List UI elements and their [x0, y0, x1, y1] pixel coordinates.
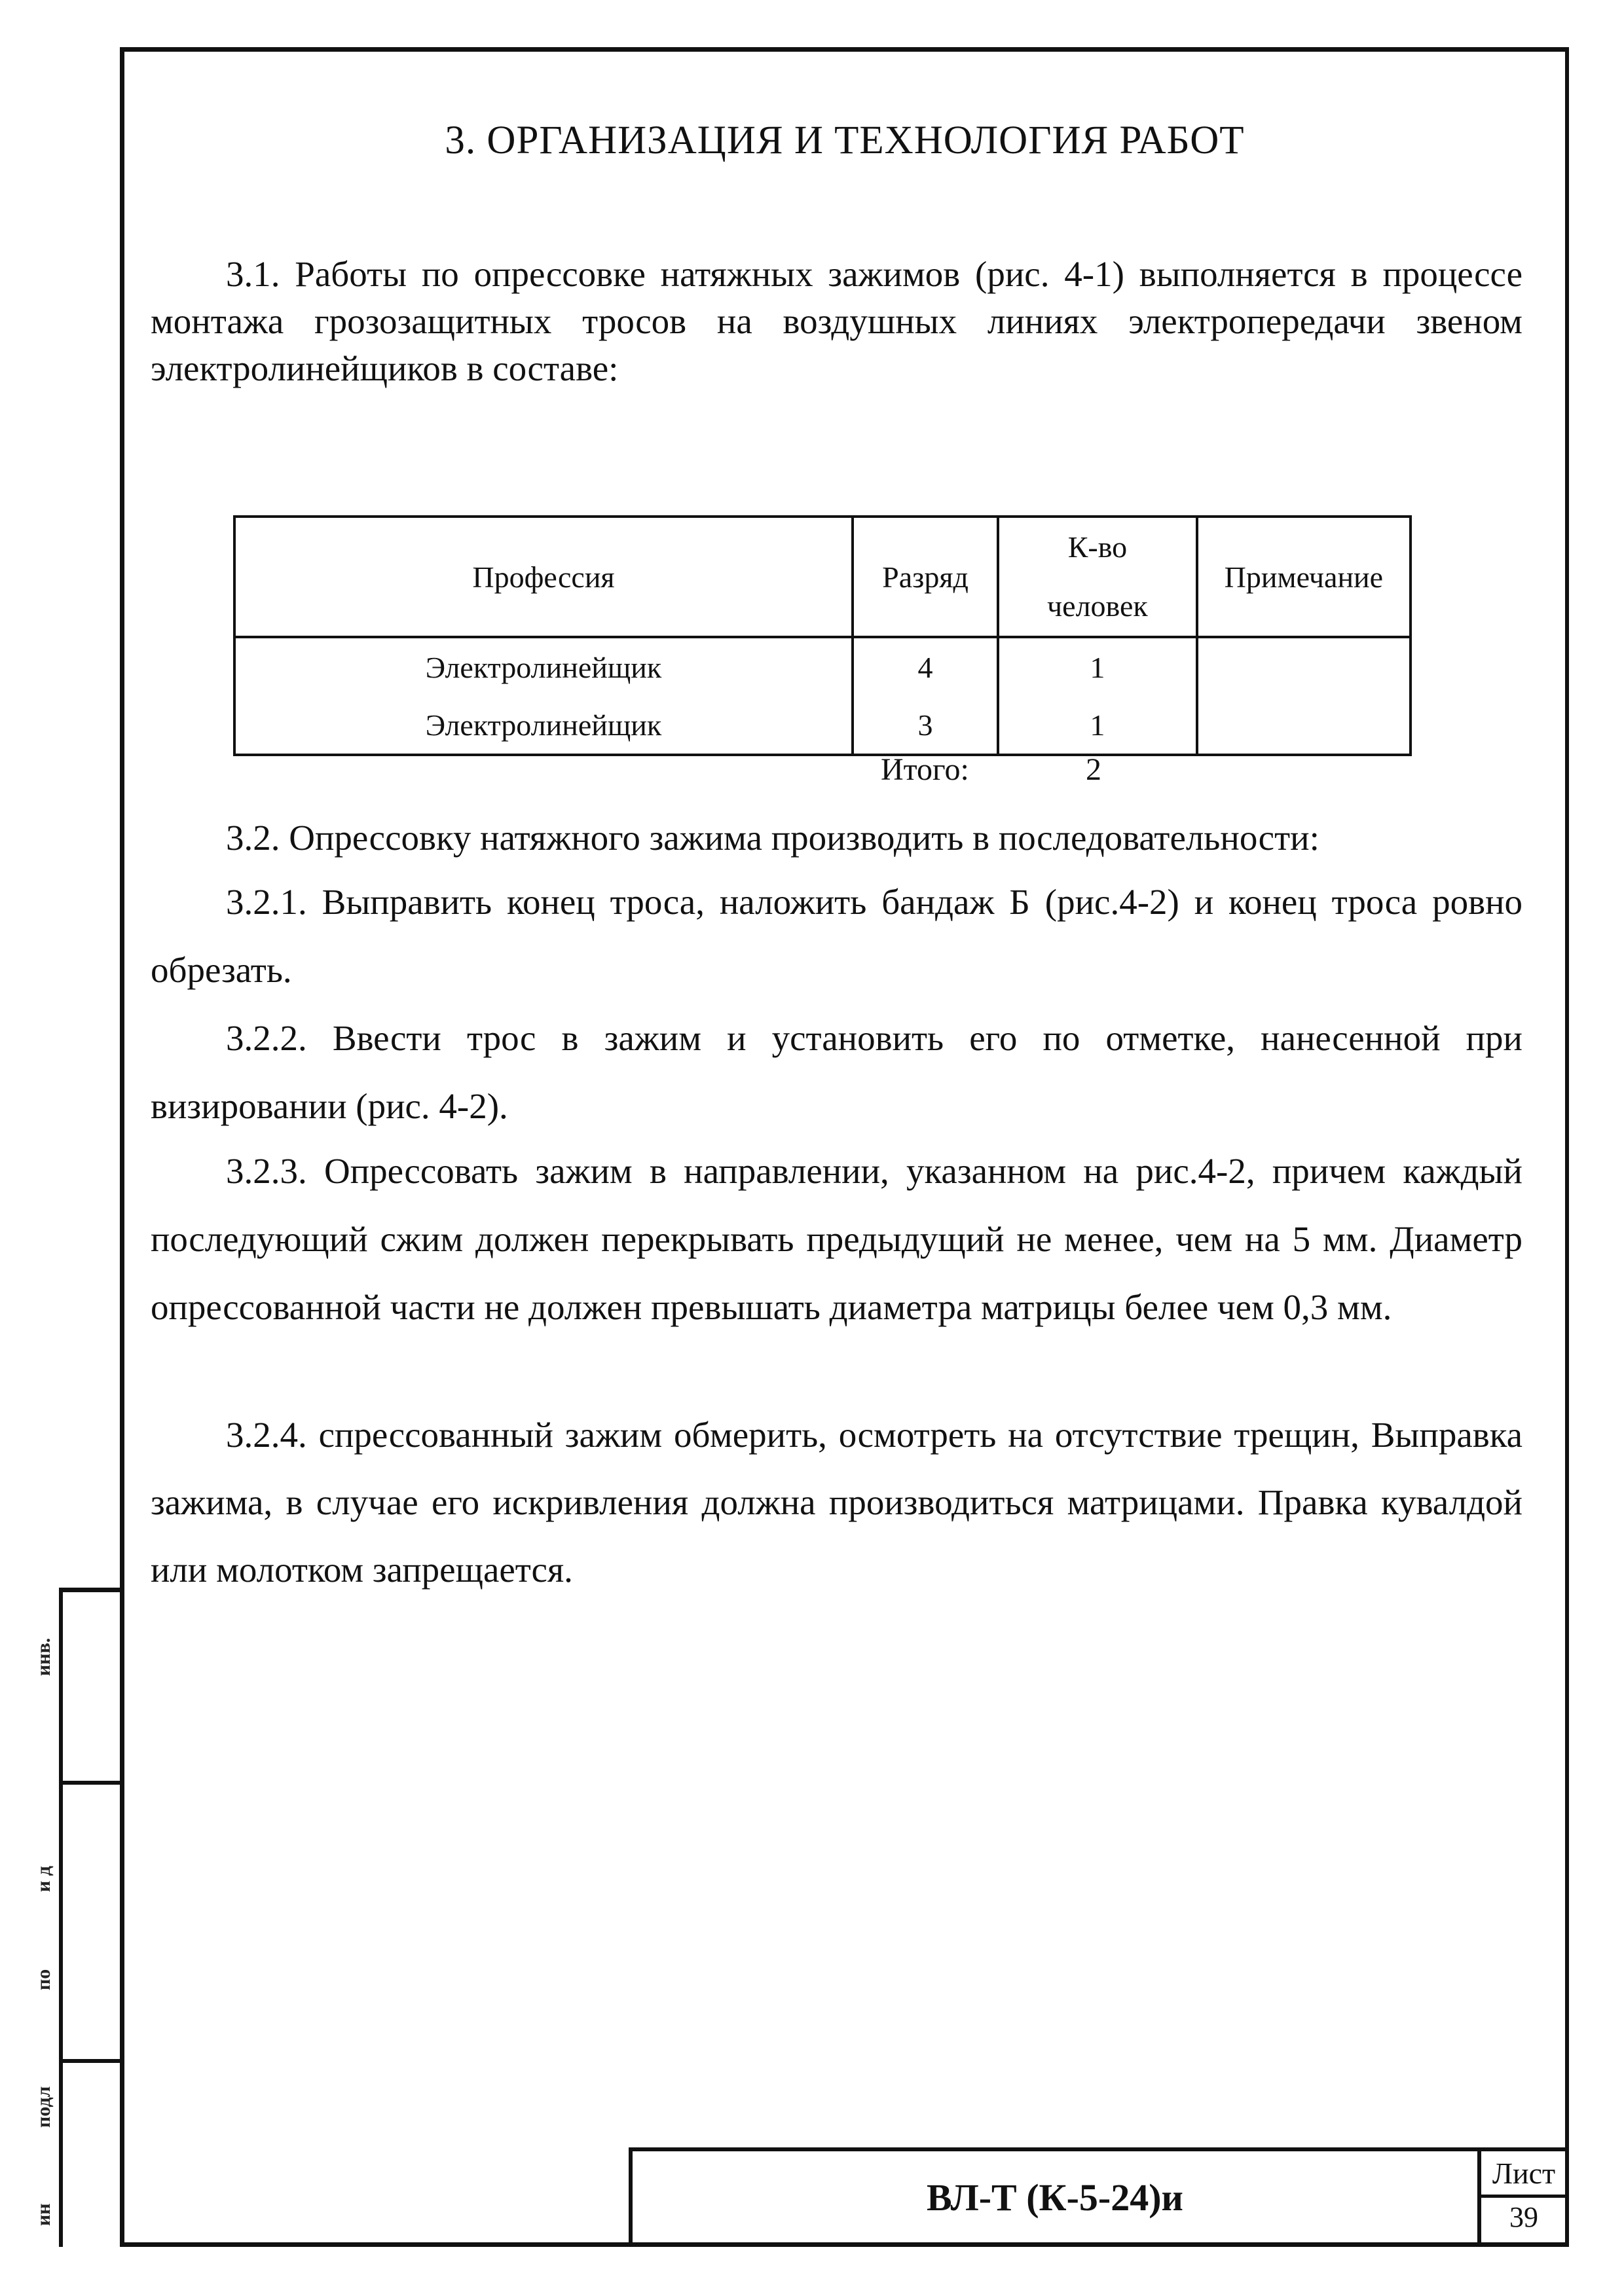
paragraph-3-2-4: 3.2.4. спрессованный зажим обмерить, осмотреть на отсутствие трещин, Выправка зажима, в случае его искривления должна производиться матрицами. Правка кувалдой или молотком запрещается. — [151, 1415, 1522, 1590]
cell-count: 1 — [998, 637, 1197, 696]
header-count-line1: К-во — [1067, 530, 1128, 564]
table-row — [234, 637, 1411, 696]
header-grade: Разряд — [853, 517, 998, 637]
paragraph-3-2-2: 3.2.2. Ввести трос в зажим и установить его по отметке, нанесенной при визировании (рис. 4-2). — [151, 1018, 1522, 1126]
document-code: ВЛ-Т (К-5-24)и — [927, 2176, 1183, 2219]
cell-count: 1 — [998, 696, 1197, 755]
sheet-label: Лист — [1481, 2153, 1566, 2198]
paragraph-3-2-3: 3.2.3. Опрессовать зажим в направлении, указанном на рис.4-2, причем каждый последующий сжим должен перекрывать предыдущий не менее, чем на 5 мм. Диаметр опрессованной части не должен превышать диаметра матрицы белее чем 0,3 мм. — [151, 1151, 1522, 1327]
paragraph-3-1: 3.1. Работы по опрессовке натяжных зажимов (рис. 4-1) выполняется в процессе монтажа грозозащитных тросов на воздушных линиях электропередачи звеном электролинейщиков в составе: — [151, 254, 1522, 388]
header-count — [998, 517, 1197, 637]
header-note: Примечание — [1197, 517, 1411, 637]
cell-grade: 4 — [853, 637, 998, 696]
cell-profession: Электролинейщик — [234, 696, 853, 755]
staff-table — [233, 515, 1412, 756]
cell-profession: Электролинейщик — [234, 637, 853, 696]
sheet-number: 39 — [1509, 2201, 1538, 2233]
section-heading: 3. ОРГАНИЗАЦИЯ И ТЕХНОЛОГИЯ РАБОТ — [445, 118, 1245, 162]
margin-stamp-divider — [59, 1781, 120, 1785]
margin-stamp-text: ин — [33, 2203, 54, 2226]
margin-stamp-divider — [59, 2059, 120, 2063]
margin-stamp-column — [59, 1588, 120, 2247]
paragraph-3-2: 3.2. Опрессовку натяжного зажима производить в последовательности: — [226, 818, 1320, 858]
margin-stamp-text: по — [33, 1969, 54, 1990]
margin-stamp-text: инв. — [33, 1637, 54, 1676]
table-header-row — [234, 517, 1411, 637]
cell-grade: 3 — [853, 696, 998, 755]
header-profession: Профессия — [234, 517, 853, 637]
cell-note — [1197, 696, 1411, 755]
table-row — [234, 696, 1411, 755]
margin-stamp-text: подл — [33, 2086, 54, 2128]
total-value: 2 — [1086, 752, 1101, 787]
total-label: Итого: — [881, 752, 969, 787]
cell-note — [1197, 637, 1411, 696]
margin-stamp-text: и д — [33, 1866, 54, 1892]
header-count-line2: человек — [1047, 589, 1148, 623]
paragraph-3-2-1: 3.2.1. Выправить конец троса, наложить бандаж Б (рис.4-2) и конец троса ровно обрезать. — [151, 882, 1522, 990]
